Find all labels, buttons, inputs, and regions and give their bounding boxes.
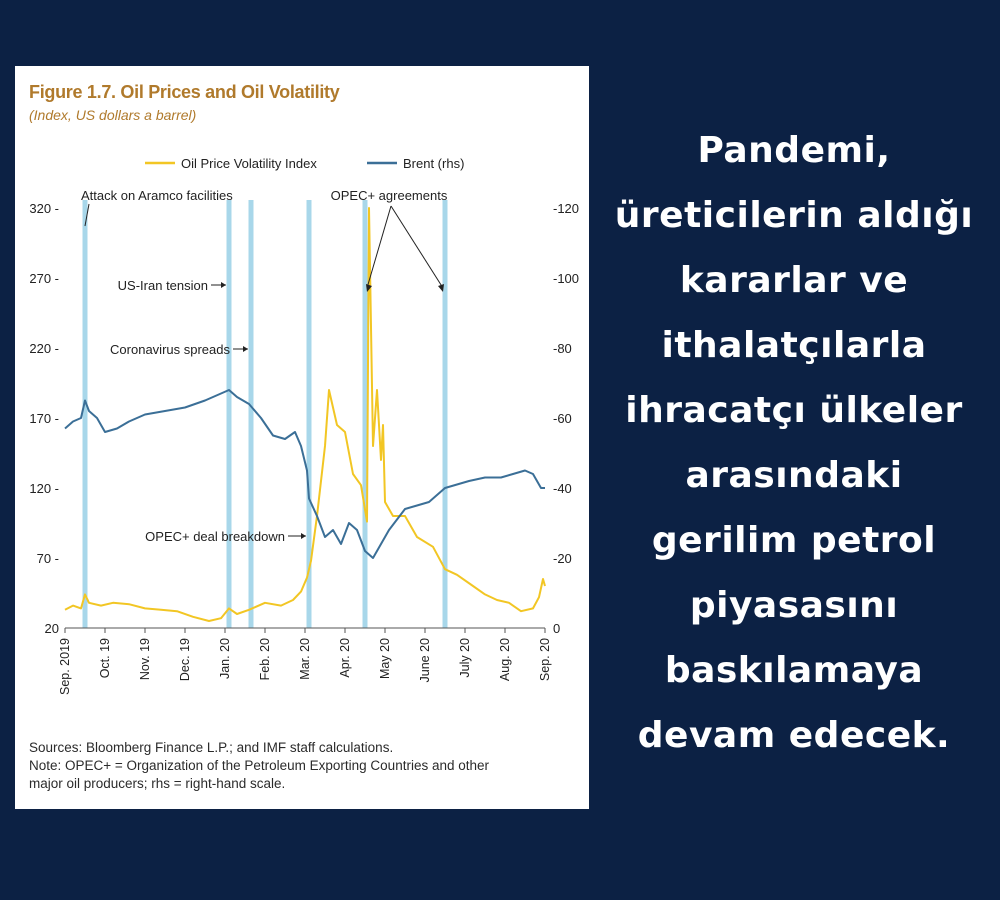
footnote [29,739,579,793]
y-left-tick-label: 70 - [36,551,59,566]
caption-line: kararlar ve [679,260,909,301]
legend [145,156,464,171]
caption-line: Pandemi, [697,130,891,171]
y-right-tick-label: -60 [553,411,572,426]
y-left-tick-label: 270 - [29,271,59,286]
y-left-tick-label: 20 [44,621,59,636]
caption-line: gerilim petrol [651,520,937,561]
brent-line [65,390,545,558]
event-bar [227,200,232,628]
caption-line: ithalatçılarla [661,325,927,366]
sources-text: Sources: Bloomberg Finance L.P.; and IMF staff calculations. [29,740,394,755]
x-tick-label: Nov. 19 [138,638,152,681]
note-line-1: Note: OPEC+ = Organization of the Petroleum Exporting Countries and other [29,758,490,773]
x-tick-label: Feb. 20 [258,638,272,681]
figure-card [15,66,589,809]
side-caption [598,118,990,768]
y-left-tick-label: 120 - [29,481,59,496]
caption-line: üreticilerin aldığı [614,195,974,236]
event-arrow-opec-agreement-2 [391,206,443,288]
y-left-tick-label: 320 - [29,201,59,216]
caption-line: devam edecek. [637,715,951,756]
legend-volatility-label: Oil Price Volatility Index [181,156,317,171]
event-bar [443,200,448,628]
event-label-opec-agreements: OPEC+ agreements [330,188,448,203]
volatility-line [65,208,545,621]
event-annotations [81,188,448,544]
y-right-tick-label: -100 [553,271,580,286]
y-right-tick-label: -20 [553,551,572,566]
chart-subtitle: (Index, US dollars a barrel) [29,107,197,123]
event-label-coronavirus: Coronavirus spreads [110,342,230,357]
y-left-tick-label: 220 - [29,341,59,356]
x-tick-label: Mar. 20 [298,638,312,680]
series-lines [65,208,545,621]
chart-title: Figure 1.7. Oil Prices and Oil Volatility [29,82,340,102]
event-bar [83,200,88,628]
event-label-deal-breakdown: OPEC+ deal breakdown [145,529,285,544]
axes [29,201,579,695]
event-label-us-iran: US-Iran tension [117,278,208,293]
caption-line: baskılamaya [664,650,924,691]
x-tick-label: Aug. 20 [498,638,512,682]
y-right-tick-label: 0 [553,621,561,636]
x-tick-label: Oct. 19 [98,638,112,679]
x-tick-label: Dec. 19 [178,638,192,682]
x-tick-label: Sep. 2019 [58,638,72,695]
y-right-tick-label: -80 [553,341,572,356]
x-tick-label: Apr. 20 [338,638,352,678]
event-bars [83,200,448,628]
event-arrowhead-coronavirus [243,346,248,352]
x-tick-label: May 20 [378,638,392,679]
oil-chart [15,66,589,736]
note-line-2: major oil producers; rhs = right-hand scale. [29,776,286,791]
caption-line: ihracatçı ülkeler [625,390,963,431]
x-tick-label: Jan. 20 [218,638,232,680]
x-tick-label: July 20 [458,638,472,678]
event-arrowhead-deal-breakdown [301,533,306,539]
event-label-aramco: Attack on Aramco facilities [81,188,233,203]
caption-line: arasındaki [685,455,903,496]
event-arrowhead-us-iran [221,282,226,288]
event-bar [249,200,254,628]
legend-brent-label: Brent (rhs) [403,156,465,171]
caption-line: piyasasını [689,585,899,626]
x-tick-label: June 20 [418,638,432,683]
y-right-tick-label: -120 [553,201,580,216]
y-left-tick-label: 170 - [29,411,59,426]
event-arrowhead-opec-2 [438,284,444,292]
x-tick-label: Sep. 20 [538,638,552,682]
y-right-tick-label: -40 [553,481,572,496]
